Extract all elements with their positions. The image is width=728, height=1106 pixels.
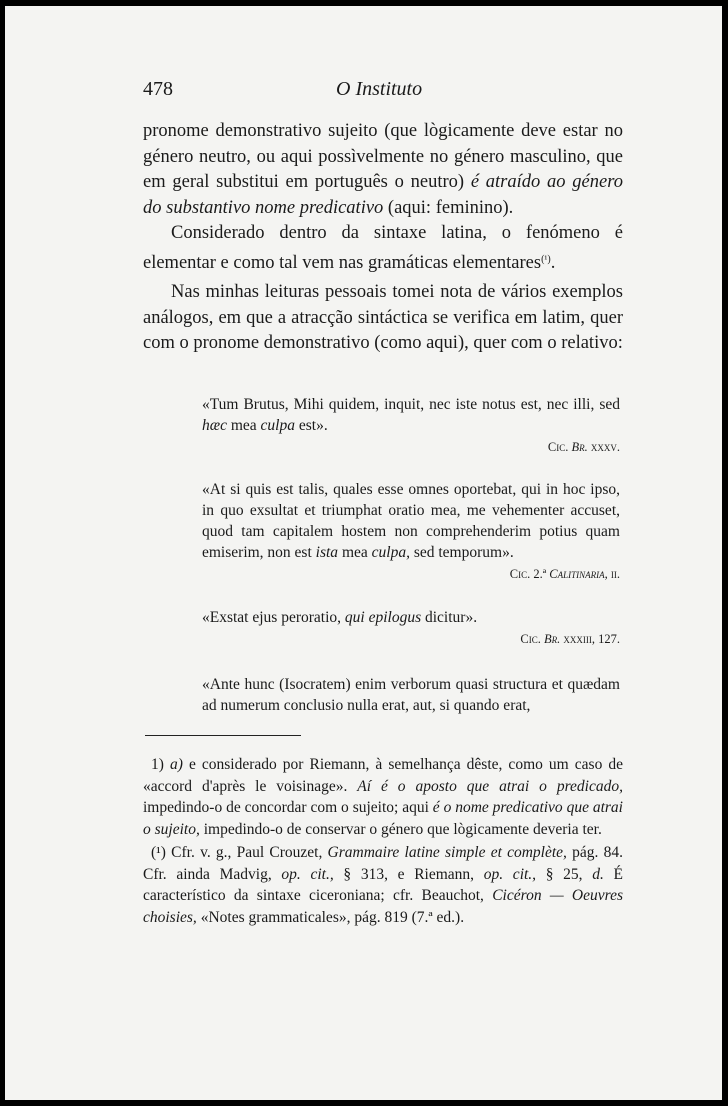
note-segment: § 313, e Riemann, [333, 865, 484, 883]
paragraph-2-period: . [550, 252, 556, 273]
paragraph-2-text: Considerado dentro da sintaxe latina, o fenómeno é elementar e como tal vem nas gramáticas elementares [143, 223, 623, 273]
quote-citation [202, 630, 620, 648]
quote-text [202, 607, 620, 628]
note-italic: op. cit., [483, 865, 537, 883]
footnote-divider [145, 735, 301, 736]
citation-author: Cic. [520, 632, 544, 646]
quote-segment: «At si quis est talis, quales esse omnes oportebat, qui in hoc ipso, in quo exsultat et triumphat oratio mea, me vehementer accuset, quod tam capitalem hostem non comprehenderim potius quam emiserim, non est [202, 481, 620, 561]
note-italic: op. cit., [281, 865, 334, 883]
page-number: 478 [143, 78, 173, 100]
quote-italic: qui epilogus [344, 609, 422, 626]
paragraph-1-emphasis: é atraído ao género do substantivo nome predicativo [143, 172, 623, 218]
quote-segment: «Exstat ejus peroratio, [202, 609, 345, 626]
note-italic: Aí é o aposto que atrai o predicado, [357, 777, 623, 795]
quote-text: «Ante hunc (Isocratem) enim verborum quasi structura et quædam ad numerum conclusio nulla erat, aut, si quando erat, [202, 676, 620, 714]
paragraph-1-text-end: (aqui: feminino). [383, 197, 514, 218]
note-segment: (¹) Cfr. v. g., Paul Crouzet, [151, 844, 328, 861]
quote-citation [202, 565, 620, 583]
quote-segment: «Tum Brutus, Mihi quidem, inquit, nec iste notus est, nec illi, sed [202, 396, 620, 413]
footnote-marker: (¹) [541, 253, 551, 265]
footnote-2 [143, 842, 623, 928]
citation-work: Br. [543, 632, 561, 646]
citation-work: Calitinaria, [549, 567, 608, 581]
quote-segment: mea [338, 544, 372, 561]
note-segment: impedindo-o de concordar com o sujeito; aqui [143, 799, 433, 816]
quote-italic: culpa [260, 417, 295, 434]
quote-segment: dicitur». [421, 609, 478, 626]
quote-italic: culpa, [371, 544, 410, 561]
note-italic: é o nome predicativo que atrai o sujeito, [143, 799, 623, 838]
quote-segment: est». [294, 417, 328, 434]
quote-text [202, 394, 620, 436]
note-italic: d. [592, 865, 604, 883]
note-segment: pág. 84. Cfr. ainda Madvig, [143, 844, 623, 883]
note-segment: «Notes grammaticales», pág. 819 (7.ª ed.). [196, 908, 465, 926]
paragraph-3: Nas minhas leituras pessoais tomei nota de vários exemplos análogos, em que a atracção sintáctica se verifica em latim, quer com o pronome demonstrativo (como aqui), quer com o relativo: [143, 282, 623, 353]
citation-section: xxxiii, 127. [560, 632, 620, 646]
quote-text [202, 479, 620, 563]
quote-segment: sed temporum». [409, 544, 514, 561]
paragraph-1 [143, 119, 623, 221]
paragraph-1-text: pronome demonstrativo sujeito (que lògicamente deve estar no género neutro, ou aqui possìvelmente no género masculino, que em geral substitui em português o neutro) [143, 121, 623, 192]
page-header [143, 78, 623, 108]
quote-segment: mea [226, 417, 261, 434]
note-italic: Cicéron — Oeuvres choisies, [143, 887, 623, 926]
note-segment: É característico da sintaxe ciceroniana; cfr. Beauchot, [143, 865, 624, 904]
citation-section: xxxv. [587, 440, 620, 454]
quote-citation [202, 438, 620, 456]
latin-quote-4 [202, 674, 620, 716]
citation-author: Cic. [547, 440, 572, 454]
note-segment: impedindo-o de conservar o género que lògicamente deveria ter. [199, 820, 602, 838]
note-italic: Grammaire latine simple et complète, [327, 844, 567, 861]
citation-work: Br. [571, 440, 588, 454]
latin-quote-3 [202, 607, 620, 648]
latin-quote-2 [202, 479, 620, 583]
quote-italic: hæc [202, 417, 227, 434]
note-segment: § 25, [536, 865, 593, 883]
note-segment: e considerado por Riemann, à semelhança dêste, como um caso de «accord d'après le voisinage». [143, 756, 623, 795]
paragraph-2 [143, 221, 623, 276]
note-italic: a) [169, 756, 183, 773]
footnote-1 [143, 754, 623, 840]
document-page [5, 6, 722, 1100]
body-text [143, 119, 623, 357]
latin-quote-1 [202, 394, 620, 456]
quote-italic: ista [315, 544, 339, 561]
citation-author: Cic. 2.ª [509, 567, 550, 581]
running-title: O Instituto [336, 78, 423, 100]
note-segment: 1) [151, 756, 170, 773]
citation-section: ii. [607, 567, 620, 581]
footnotes [143, 754, 623, 928]
